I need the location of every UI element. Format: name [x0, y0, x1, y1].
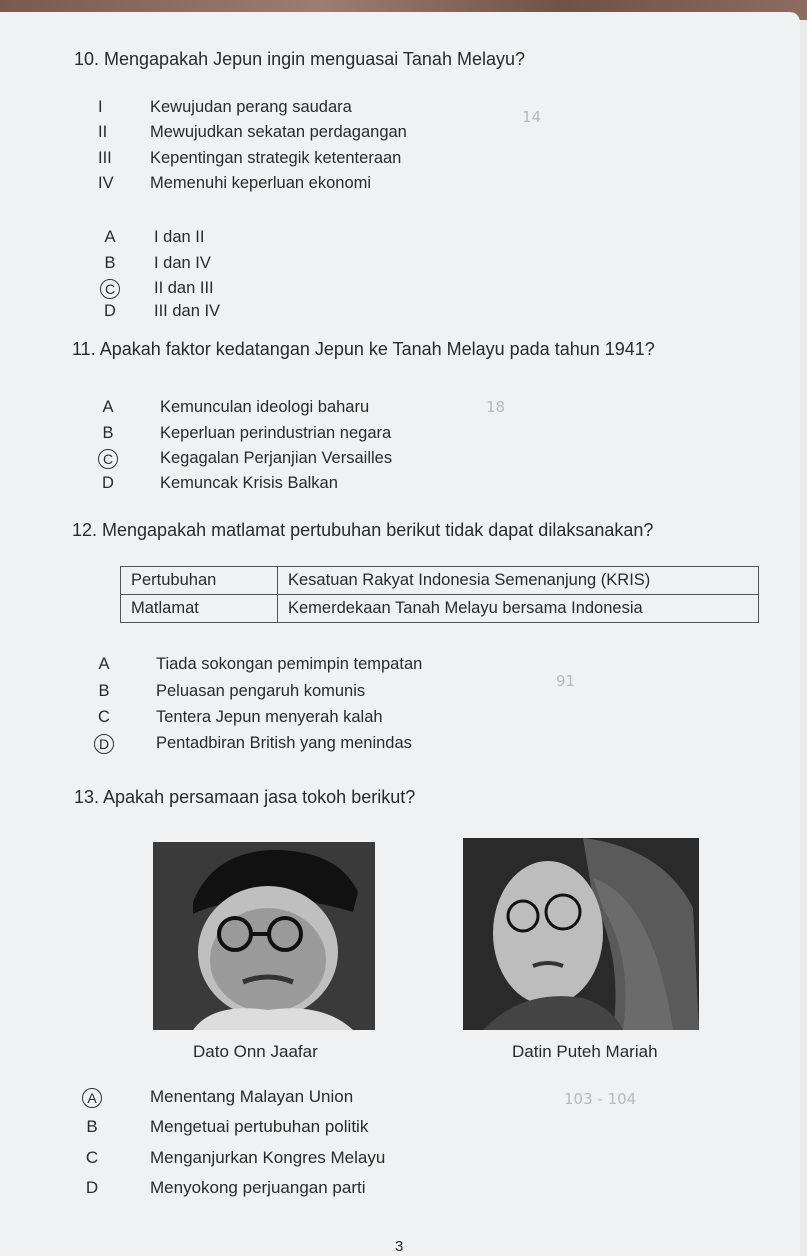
page-number: 3 [395, 1238, 404, 1255]
statement-text: Mewujudkan sekatan perdagangan [150, 123, 407, 141]
statement-num: IV [98, 174, 114, 192]
option-text: Kemunculan ideologi baharu [160, 398, 370, 416]
option-label-circled: C [96, 449, 120, 469]
figure-caption: Dato Onn Jaafar [193, 1042, 318, 1061]
option-text: Pentadbiran British yang menindas [156, 734, 412, 752]
option-text: Keperluan perindustrian negara [160, 424, 392, 442]
option-label-circled: D [92, 734, 116, 754]
figure-caption: Datin Puteh Mariah [512, 1042, 658, 1061]
table-cell-key: Pertubuhan [121, 567, 278, 595]
table-cell-value: Kemerdekaan Tanah Melayu bersama Indonesia [278, 595, 759, 623]
option-text: Mengetuai pertubuhan politik [150, 1117, 369, 1136]
table-cell-key: Matlamat [121, 595, 278, 623]
statement-text: Memenuhi keperluan ekonomi [150, 174, 372, 192]
option-label-circled: A [80, 1088, 104, 1108]
statement-text: Kepentingan strategik ketenteraan [150, 149, 402, 167]
option-text: III dan IV [154, 302, 221, 320]
pencil-note: 18 [486, 398, 506, 416]
portrait-photo-dato-onn [153, 842, 375, 1030]
option-label: A [102, 398, 114, 416]
option-text: Menentang Malayan Union [150, 1087, 354, 1106]
option-label: B [86, 1117, 98, 1136]
pencil-note: 91 [556, 672, 576, 690]
question-13: 13. Apakah persamaan jasa tokoh berikut? [74, 787, 416, 807]
statement-num: II [98, 123, 108, 141]
pencil-note: 14 [522, 108, 542, 126]
pencil-note: 103 - 104 [564, 1090, 637, 1108]
option-text: Tiada sokongan pemimpin tempatan [156, 655, 423, 673]
option-label: D [85, 1178, 99, 1197]
option-text: I dan II [154, 228, 205, 246]
option-text: Menyokong perjuangan parti [150, 1178, 366, 1197]
option-label: C [85, 1148, 99, 1167]
option-text: II dan III [154, 279, 214, 297]
portrait-photo-datin-puteh [463, 838, 699, 1030]
option-label: B [104, 254, 116, 272]
option-text: Kemuncak Krisis Balkan [160, 474, 338, 492]
table-row [121, 595, 759, 623]
table-row [121, 567, 759, 595]
option-text: Tentera Jepun menyerah kalah [156, 708, 383, 726]
option-label-circled: C [98, 279, 122, 299]
question-10: 10. Mengapakah Jepun ingin menguasai Tanah Melayu? [74, 49, 525, 69]
option-label: A [98, 655, 110, 673]
question-12: 12. Mengapakah matlamat pertubuhan berikut tidak dapat dilaksanakan? [72, 520, 654, 540]
option-text: Peluasan pengaruh komunis [156, 682, 366, 700]
option-label: B [98, 682, 110, 700]
option-label: A [104, 228, 116, 246]
option-label: C [98, 708, 110, 726]
option-label: B [102, 424, 114, 442]
question-11: 11. Apakah faktor kedatangan Jepun ke Tanah Melayu pada tahun 1941? [72, 339, 655, 359]
statement-text: Kewujudan perang saudara [150, 98, 352, 116]
organisation-table [120, 566, 759, 623]
option-label: D [102, 474, 114, 492]
table-cell-value: Kesatuan Rakyat Indonesia Semenanjung (KRIS) [278, 567, 759, 595]
option-label: D [104, 302, 116, 320]
option-text: Kegagalan Perjanjian Versailles [160, 449, 393, 467]
statement-num: III [98, 149, 112, 167]
option-text: I dan IV [154, 254, 211, 272]
exam-page [0, 12, 800, 1256]
option-text: Menganjurkan Kongres Melayu [150, 1148, 386, 1167]
statement-num: I [98, 98, 103, 116]
